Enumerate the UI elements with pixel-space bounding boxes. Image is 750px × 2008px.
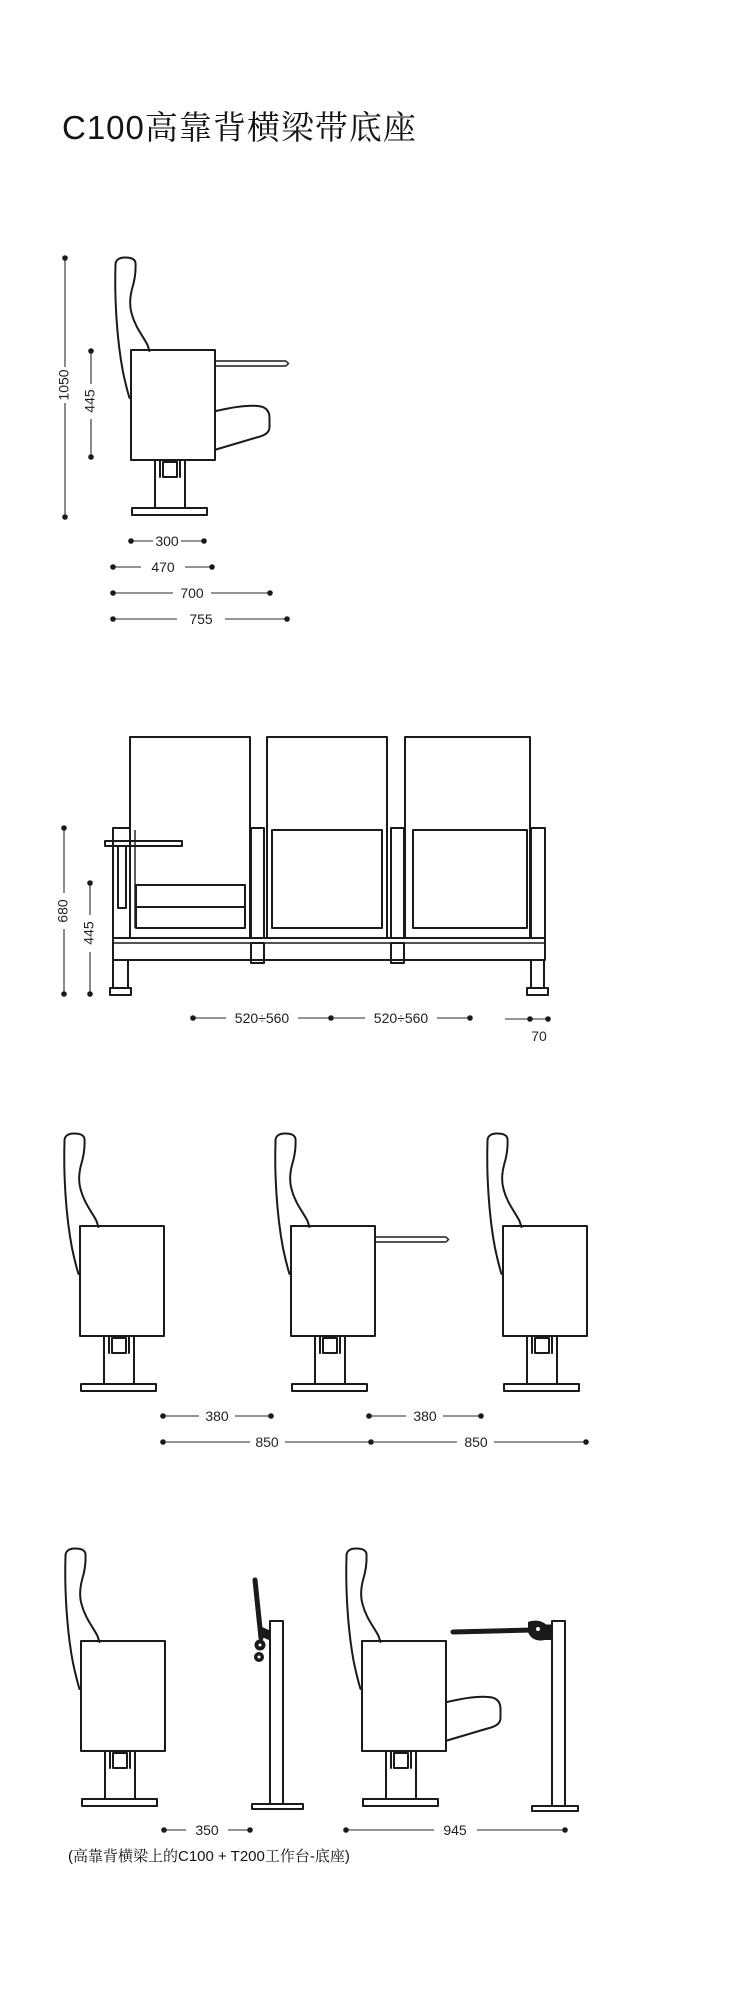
dimension-end-offset — [505, 1016, 551, 1044]
dimension-label: 1050 — [55, 369, 72, 401]
backrest-2 — [267, 737, 387, 938]
tablet-arm — [215, 361, 289, 366]
hinge-pin — [259, 1644, 262, 1647]
seat-divider-post-1 — [251, 828, 264, 938]
seat-panel-2 — [272, 830, 382, 928]
open-worktable — [453, 1630, 531, 1632]
right-leg — [531, 960, 544, 988]
stand-foot — [532, 1806, 578, 1811]
dimension-seat-height — [82, 348, 98, 460]
dimension-label: 680 — [54, 899, 71, 923]
dimension-overall-depth — [110, 611, 290, 627]
dimension-label: 945 — [443, 1822, 467, 1838]
dimension-depth-with-tablet — [110, 585, 273, 601]
dimension-row-pitch-left — [160, 1434, 374, 1450]
dimension-label: 380 — [413, 1408, 437, 1424]
tablet-arm — [375, 1237, 449, 1242]
dimension-label: 445 — [81, 389, 98, 413]
left-end-panel — [113, 828, 130, 938]
dimension-label: 520÷560 — [234, 1010, 290, 1026]
dimension-label: 755 — [189, 611, 213, 627]
dimension-base-width — [128, 533, 207, 549]
folded-table — [105, 841, 182, 846]
t200-stand-open — [453, 1621, 578, 1811]
chair-side-view — [65, 1549, 165, 1807]
stand-foot — [252, 1804, 303, 1809]
dimension-label: 470 — [151, 559, 175, 575]
dimension-folded-depth — [161, 1822, 253, 1838]
backrest-3 — [405, 737, 530, 938]
dimension-seat-depth — [110, 559, 215, 575]
dimension-label: 350 — [195, 1822, 219, 1838]
right-foot — [527, 988, 548, 995]
dimension-seat-pitch-right — [331, 1010, 473, 1026]
armrest — [216, 406, 270, 450]
dimension-label: 850 — [464, 1434, 488, 1450]
seat-divider-post-2 — [391, 828, 404, 938]
dimension-label: 520÷560 — [373, 1010, 429, 1026]
left-foot — [110, 988, 131, 995]
armrest — [447, 1697, 501, 1741]
dimension-label: 445 — [80, 921, 97, 945]
dimension-seat-depth-left — [160, 1408, 274, 1424]
figure-row-spacing-side-view — [64, 1134, 589, 1451]
chair-side-view — [64, 1134, 164, 1392]
dimension-label: 380 — [205, 1408, 229, 1424]
chair-side-view — [487, 1134, 587, 1392]
page-title: C100高靠背横梁带底座 — [62, 109, 417, 146]
figure-c100-t200-side-view — [65, 1549, 578, 1839]
hinge-pin — [258, 1656, 261, 1659]
folded-seat-bottom — [136, 907, 245, 928]
dimension-seat-depth-right — [366, 1408, 484, 1424]
stand-pole — [270, 1621, 283, 1804]
hinge-pin — [536, 1627, 540, 1631]
dimension-seat-height — [81, 880, 97, 997]
figure-single-seat-side-view — [56, 255, 290, 627]
chair-side-view — [115, 258, 215, 516]
folded-seat-top — [136, 885, 245, 907]
folded-worktable — [255, 1580, 261, 1638]
chair-side-view — [275, 1134, 375, 1392]
figure-three-seat-front-view — [55, 737, 551, 1044]
dimension-overall-height — [56, 255, 72, 520]
crossbeam — [113, 938, 545, 960]
stand-pole — [552, 1621, 565, 1806]
dimension-depth-with-table — [343, 1822, 568, 1838]
table-bracket — [528, 1621, 552, 1641]
right-end-panel — [531, 828, 545, 938]
dimension-label: 700 — [180, 585, 204, 601]
table-support — [118, 846, 126, 908]
dimension-label: 850 — [255, 1434, 279, 1450]
dimension-row-pitch-right — [371, 1434, 589, 1450]
figure-caption: (高靠背横梁上的C100 + T200工作台-底座) — [68, 1848, 350, 1865]
dimension-label: 300 — [155, 533, 179, 549]
t200-stand-folded — [252, 1580, 303, 1809]
left-leg — [113, 960, 128, 988]
chair-side-view — [346, 1549, 446, 1807]
dimension-seat-pitch-left — [190, 1010, 334, 1026]
dimension-overall-height — [55, 825, 71, 997]
dimension-label: 70 — [531, 1028, 547, 1044]
seat-panel-3 — [413, 830, 527, 928]
